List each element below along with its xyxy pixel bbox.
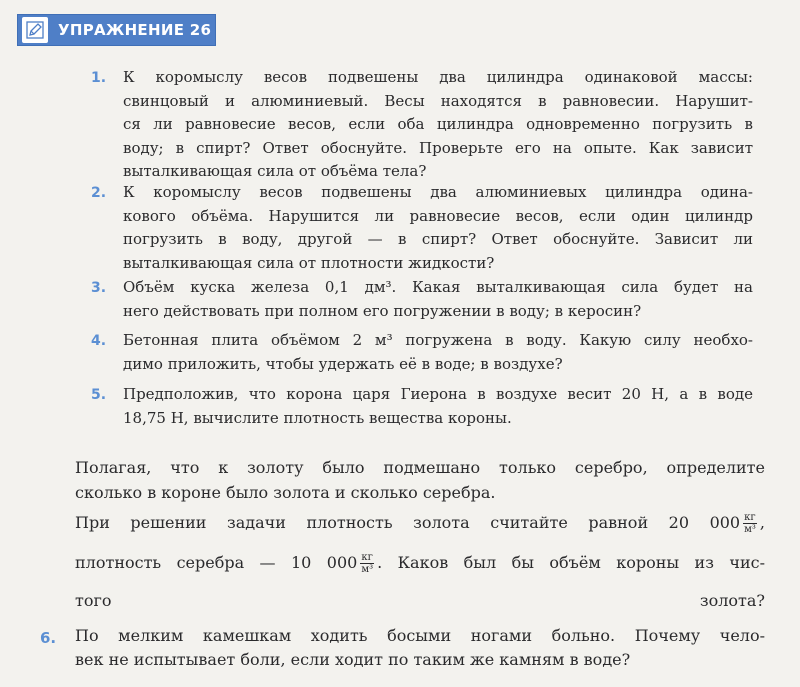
text-line: Полагая, что к золоту было подмешано только серебро, определите [75, 458, 765, 477]
pencil-icon [22, 17, 48, 43]
text-line: По мелким камешкам ходить босыми ногами больно. Почему чело- [75, 626, 765, 645]
exercise-text [123, 66, 753, 184]
text-line: При решении задачи плотность золота считайте равной 20 000 [75, 513, 741, 532]
text-line: кового объёма. Нарушится ли равновесие весов, если один цилиндр [123, 206, 753, 225]
continuation-paragraph-1 [75, 455, 765, 505]
text-line: свинцовый и алюминиевый. Весы находятся в равновесии. Нарушит- [123, 91, 753, 110]
density-gold-line: При решении задачи плотность золота считайте равной 20 000 $\frac{кг}{\text{м³}}$ , [75, 512, 765, 535]
text-line-wrap [75, 586, 765, 616]
density-silver-line [75, 544, 765, 586]
exercise-text [123, 383, 753, 430]
text-line: К коромыслу весов подвешены два цилиндра одинаковой массы: [123, 68, 753, 86]
text-line: . Каков был бы объём короны из чис- [377, 553, 765, 572]
text-line: димо приложить, чтобы удержать её в воде; в воздухе? [123, 354, 563, 373]
exercise-number: 4. [91, 333, 107, 349]
text-line: Бетонная плита объёмом 2 м³ погружена в воду. Какую силу необхо- [123, 331, 753, 349]
text-line: ся ли равновесие весов, если оба цилиндра одновременно погрузить в [123, 115, 753, 133]
text-line: воду; в спирт? Ответ обоснуйте. Проверьте его на опыте. Как зависит [123, 138, 753, 157]
exercise-text [123, 181, 753, 275]
text-line: К коромыслу весов подвешены два алюминиевых цилиндра одина- [123, 183, 753, 201]
text-line: него действовать при полном его погружении в воду; в керосин? [123, 301, 642, 320]
text-line: Предположив, что корона царя Гиерона в воздухе весит 20 Н, а в воде [123, 385, 753, 403]
text-line: того золота? [75, 591, 765, 610]
exercise-header [17, 14, 216, 46]
text-line: Объём куска железа 0,1 дм³. Какая выталкивающая сила будет на [123, 278, 753, 296]
exercise-number: 2. [91, 185, 107, 201]
continuation-paragraph-2 [75, 508, 765, 616]
exercise-number: 5. [91, 387, 107, 403]
exercise-number: 6. [40, 629, 57, 647]
exercise-text [123, 329, 753, 376]
text-line: выталкивающая сила от плотности жидкости? [123, 253, 495, 272]
text-line: выталкивающая сила от объёма тела? [123, 162, 427, 180]
unit-fraction: $\frac{кг}{\text{м³}}$ [361, 552, 374, 575]
exercise-number: 3. [91, 280, 107, 296]
text-line: век не испытывает боли, если ходит по таким же камням в воде? [75, 650, 631, 669]
text-line: сколько в короне было золота и сколько серебра. [75, 483, 496, 502]
text-line: 18,75 Н, вычислите плотность вещества короны. [123, 408, 512, 427]
exercise-text [123, 276, 753, 323]
exercise-number: 1. [91, 70, 107, 86]
exercise-text [75, 624, 765, 672]
unit-fraction: $\frac{кг}{\text{м³}}$ [744, 512, 756, 535]
text-line: плотность серебра — 10 000 [75, 553, 358, 572]
text-line: погрузить в воду, другой — в спирт? Ответ обоснуйте. Зависит ли [123, 230, 753, 248]
exercise-title: УПРАЖНЕНИЕ 26 [58, 21, 212, 39]
